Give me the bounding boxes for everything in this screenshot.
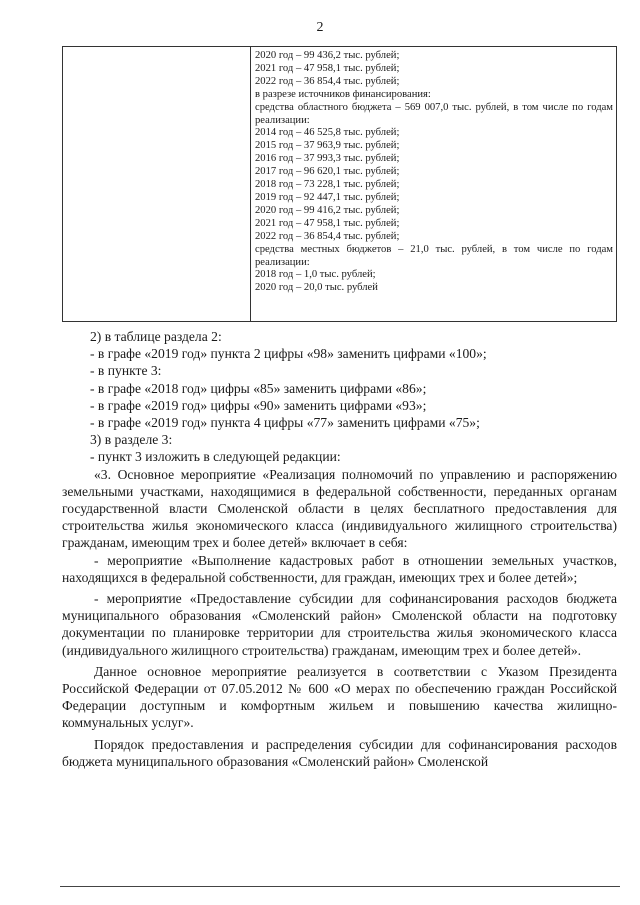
table-line: 2018 год – 1,0 тыс. рублей; [255, 269, 376, 281]
table-line: в разрезе источников финансирования: [255, 88, 431, 100]
paragraph: - мероприятие «Предоставление субсидии для софинансирования расходов бюджета муниципального образования «Смоленский район» Смоленской области на подготовку документации по планировке территории для строительства жилья экономического класса (индивидуального жилищного строительства) гражданам, имеющим трех и более детей». [62, 591, 617, 658]
table-line: 2022 год – 36 854,4 тыс. рублей; [255, 230, 400, 242]
list-item: - в пункте 3: [90, 363, 162, 379]
paragraph: Порядок предоставления и распределения субсидии для софинансирования расходов бюджета муниципального образования «Смоленский район» Смоленской [62, 736, 617, 769]
table-line: средства местных бюджетов – 21,0 тыс. рублей, в том числе по годам реализации: [255, 243, 613, 268]
table-line: 2018 год – 73 228,1 тыс. рублей; [255, 179, 400, 191]
table-right-column [255, 50, 613, 295]
table-line: 2020 год – 20,0 тыс. рублей [255, 282, 378, 294]
table-line: 2020 год – 99 436,2 тыс. рублей; [255, 50, 400, 61]
table-line: 2015 год – 37 963,9 тыс. рублей; [255, 140, 400, 152]
table-line: 2019 год – 92 447,1 тыс. рублей; [255, 191, 400, 203]
table-line: 2014 год – 46 525,8 тыс. рублей; [255, 127, 400, 139]
document-body [62, 328, 617, 770]
funding-table [62, 46, 617, 322]
list-item: - в графе «2018 год» цифры «85» заменить цифрами «86»; [90, 380, 427, 396]
list-item: - в графе «2019 год» пункта 2 цифры «98» заменить цифрами «100»; [90, 346, 487, 362]
list-item: 3) в разделе 3: [90, 432, 173, 448]
list-item: - в графе «2019 год» цифры «90» заменить цифрами «93»; [90, 397, 427, 413]
table-line: 2016 год – 37 993,3 тыс. рублей; [255, 153, 400, 165]
table-line: 2020 год – 99 416,2 тыс. рублей; [255, 204, 400, 216]
table-line: 2022 год – 36 854,4 тыс. рублей; [255, 75, 400, 87]
table-line: 2017 год – 96 620,1 тыс. рублей; [255, 166, 400, 178]
paragraph: Данное основное мероприятие реализуется в соответствии с Указом Президента Российской Федерации от 07.05.2012 № 600 «О мерах по обеспечению граждан Российской Федерации доступным и комфортным жильем и повышению качества жилищно-коммунальных услуг». [62, 663, 617, 731]
table-line: средства областного бюджета – 569 007,0 тыс. рублей, в том числе по годам реализации: [255, 101, 613, 126]
paragraph: - мероприятие «Выполнение кадастровых работ в отношении земельных участков, находящихся в федеральной собственности, для граждан, имеющих трех и более детей»; [62, 552, 617, 585]
list-item: - пункт 3 изложить в следующей редакции: [90, 449, 341, 465]
list-item: 2) в таблице раздела 2: [90, 329, 222, 344]
list-item: - в графе «2019 год» пункта 4 цифры «77» заменить цифрами «75»; [90, 415, 480, 431]
table-line: 2021 год – 47 958,1 тыс. рублей; [255, 62, 400, 74]
table-left-column [63, 47, 251, 321]
paragraph: «3. Основное мероприятие «Реализация полномочий по управлению и распоряжению земельными участками, находящимися в федеральной собственности, переданных органам государственной власти Смоленской области в целях бесплатного предоставления для строительства жилья экономического класса (индивидуального жилищного строительства) гражданам, имеющим трех и более детей» включает в себя: [62, 466, 617, 551]
footer-rule [60, 886, 620, 887]
page-number: 2 [316, 20, 324, 35]
table-line: 2021 год – 47 958,1 тыс. рублей; [255, 217, 400, 229]
